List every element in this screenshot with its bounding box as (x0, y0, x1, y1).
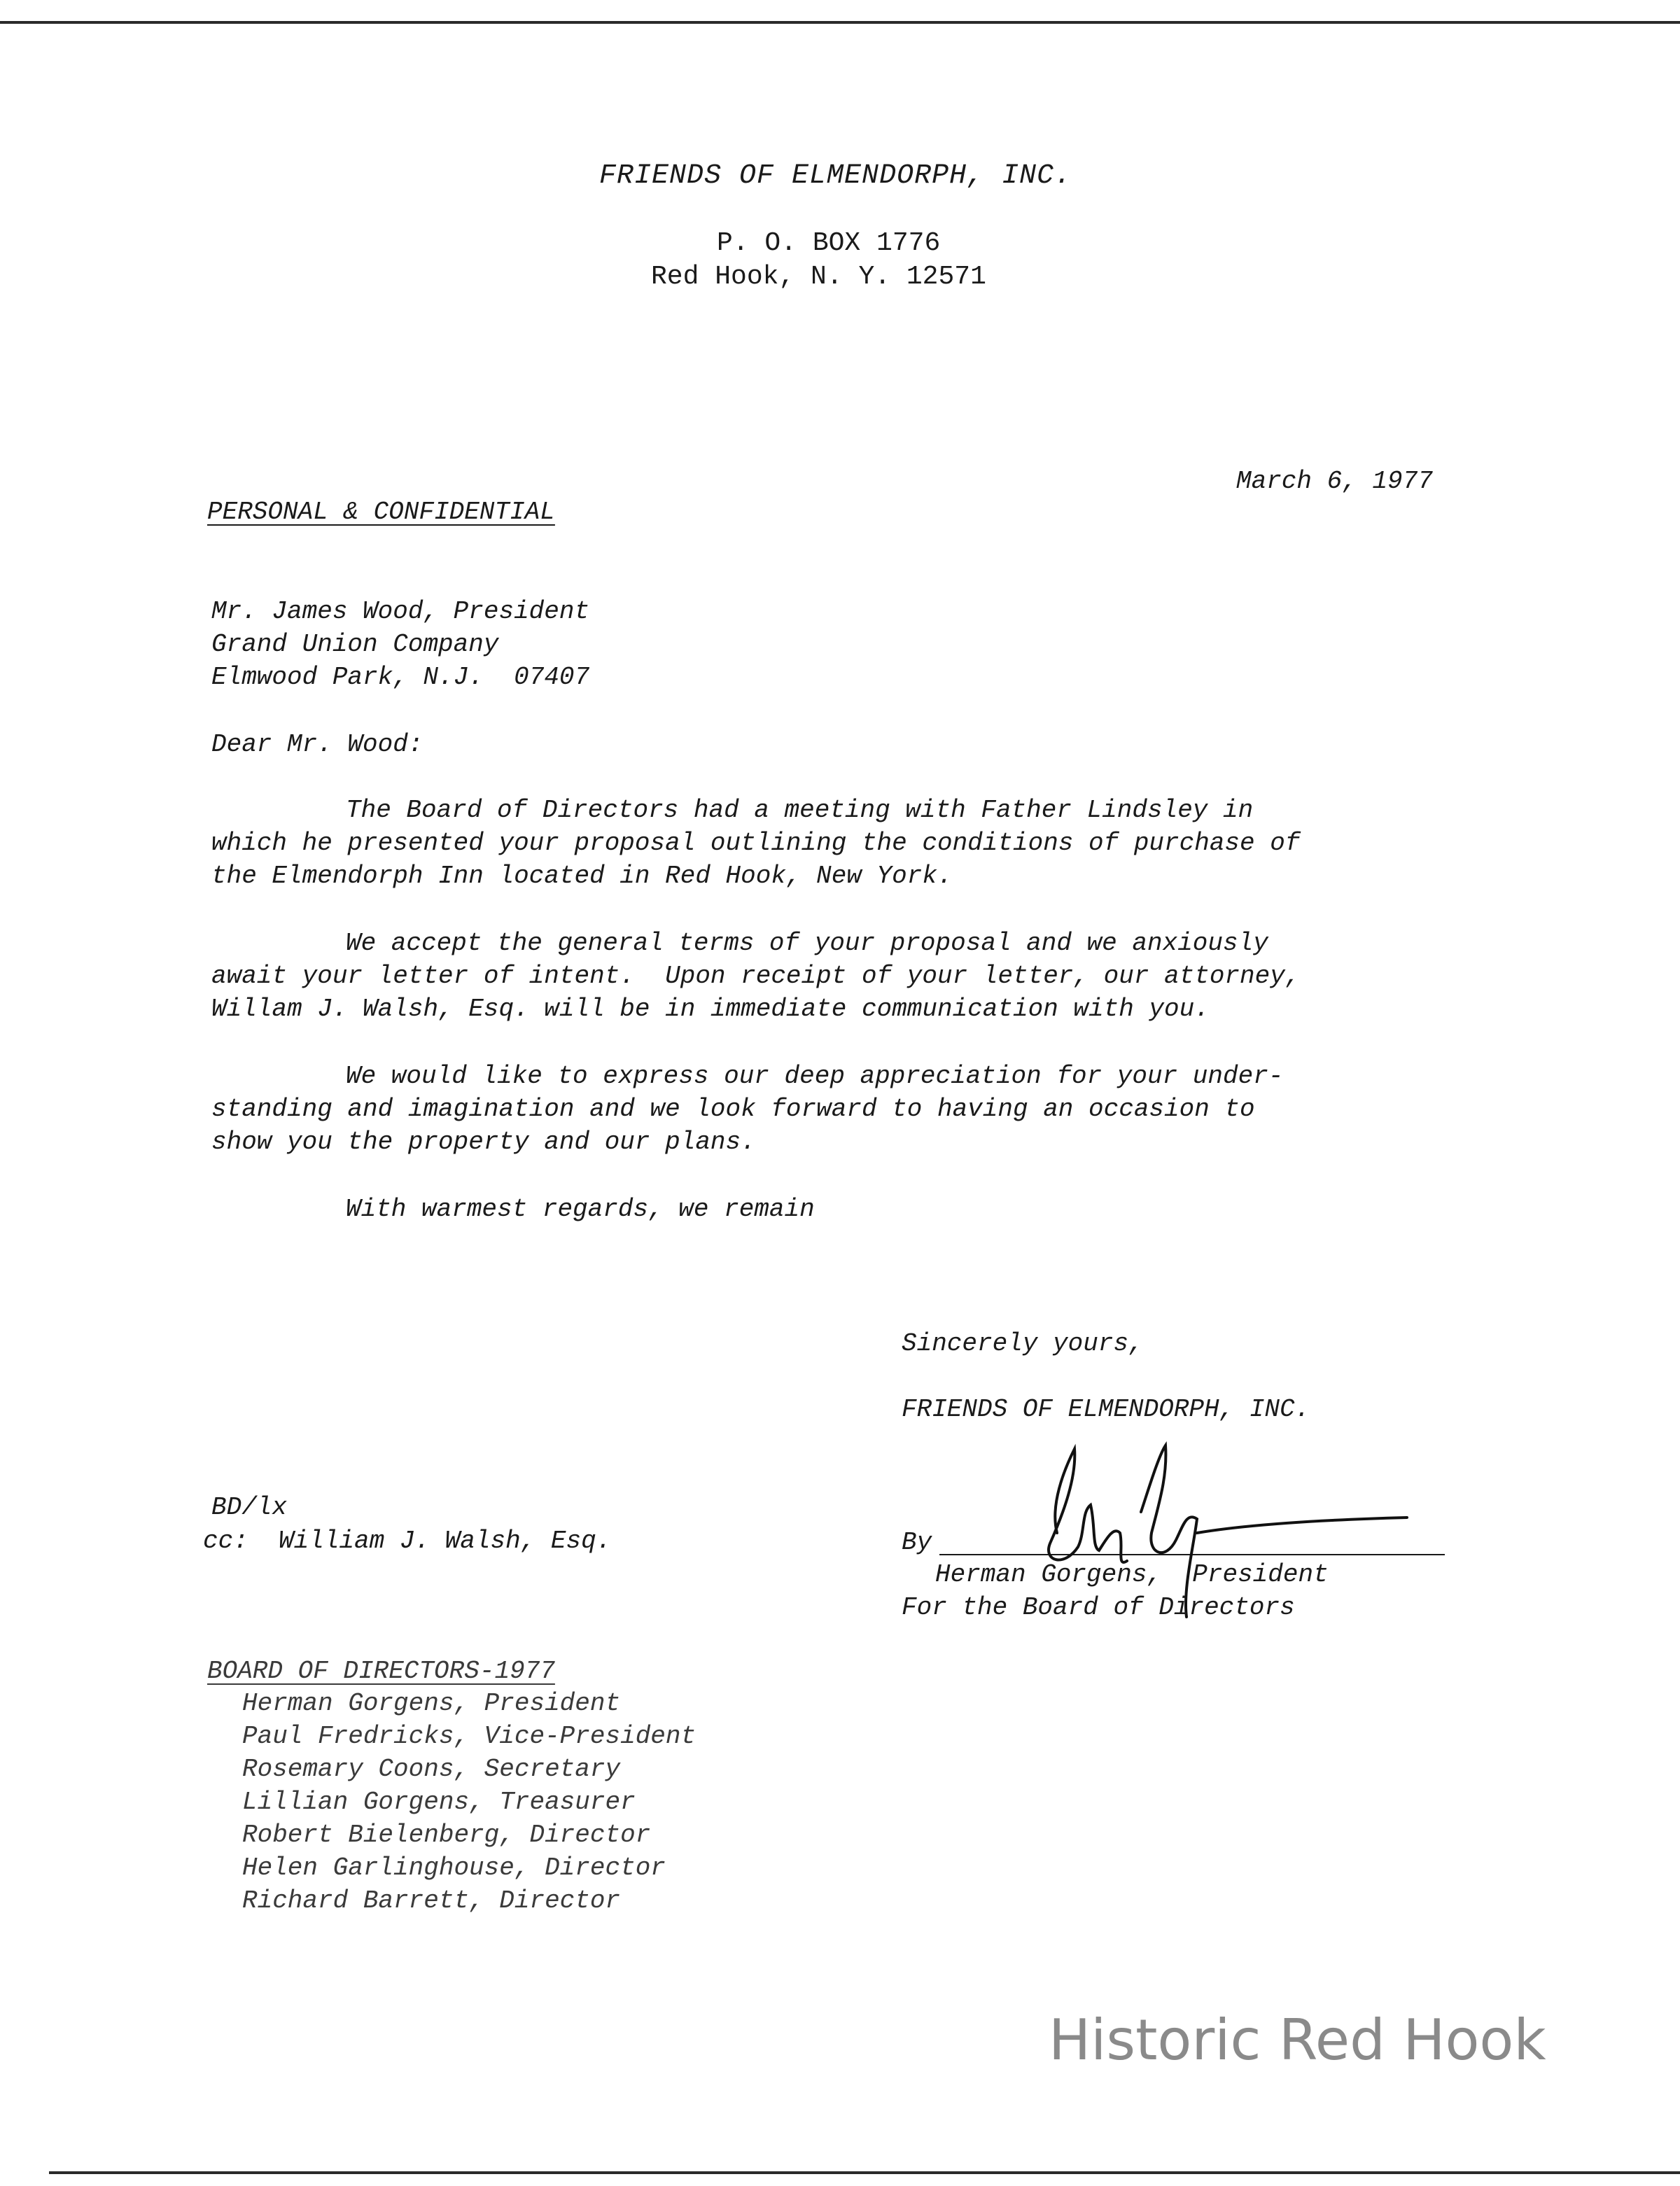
body-p3-line-1: We would like to express our deep appreciation for your under- (346, 1062, 1284, 1091)
closing-line: With warmest regards, we remain (346, 1195, 815, 1224)
body-p1-line-1: The Board of Directors had a meeting with Father Lindsley in (346, 796, 1254, 825)
board-member: Herman Gorgens, President (242, 1689, 621, 1718)
signer-name: Herman Gorgens, President (935, 1560, 1329, 1589)
board-heading: BOARD OF DIRECTORS-1977 (207, 1657, 555, 1686)
body-p2-line-1: We accept the general terms of your proposal and we anxiously (346, 929, 1268, 958)
body-p3-line-2: standing and imagination and we look forward to having an occasion to (211, 1095, 1255, 1123)
letterhead-city: Red Hook, N. Y. 12571 (651, 262, 986, 292)
body-p2-line-2: await your letter of intent. Upon receipt of your letter, our attorney, (211, 962, 1301, 990)
body-p2-line-3: Willam J. Walsh, Esq. will be in immediate communication with you. (211, 995, 1210, 1023)
salutation: Dear Mr. Wood: (211, 730, 424, 759)
body-p3-line-3: show you the property and our plans. (211, 1128, 756, 1156)
by-label: By (902, 1528, 932, 1557)
signature-org: FRIENDS OF ELMENDORPH, INC. (902, 1395, 1310, 1424)
body-p1-line-2: which he presented your proposal outlining the conditions of purchase of (211, 829, 1301, 857)
board-member: Richard Barrett, Director (242, 1886, 621, 1915)
typist-initials: BD/lx (211, 1493, 288, 1522)
historic-red-hook-watermark: Historic Red Hook (1049, 2008, 1546, 2073)
scan-edge-top (0, 21, 1680, 24)
body-p1-line-3: the Elmendorph Inn located in Red Hook, New York. (211, 862, 953, 890)
letterhead-org-name: FRIENDS OF ELMENDORPH, INC. (599, 160, 1072, 192)
sign-off: Sincerely yours, (902, 1329, 1144, 1358)
letter-date: March 6, 1977 (1236, 467, 1433, 496)
letterhead-po-box: P. O. BOX 1776 (717, 228, 941, 258)
scan-edge-bottom (49, 2171, 1680, 2174)
signer-for-board: For the Board of Directors (902, 1593, 1295, 1622)
board-member: Robert Bielenberg, Director (242, 1821, 651, 1849)
carbon-copy: cc: William J. Walsh, Esq. (203, 1527, 612, 1555)
recipient-line-3: Elmwood Park, N.J. 07407 (211, 663, 590, 692)
confidential-label: PERSONAL & CONFIDENTIAL (207, 498, 555, 526)
board-member: Rosemary Coons, Secretary (242, 1755, 621, 1784)
board-member: Helen Garlinghouse, Director (242, 1854, 666, 1882)
board-member: Lillian Gorgens, Treasurer (242, 1788, 636, 1816)
board-member: Paul Fredricks, Vice-President (242, 1722, 696, 1751)
recipient-line-2: Grand Union Company (211, 630, 499, 659)
recipient-line-1: Mr. James Wood, President (211, 597, 590, 626)
